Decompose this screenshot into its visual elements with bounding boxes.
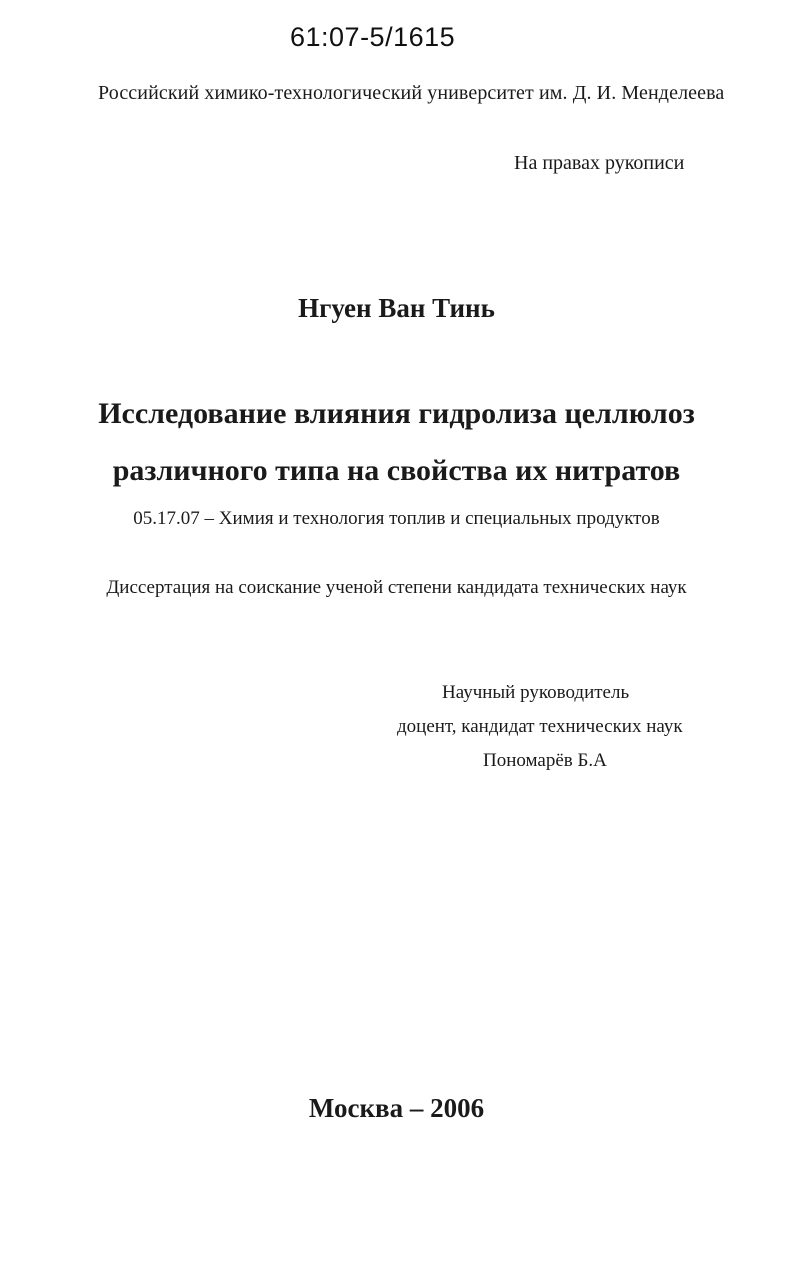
- thesis-title-line-2: различного типа на свойства их нитратов: [112, 454, 681, 487]
- supervisor-name: Пономарёв Б.А: [483, 750, 607, 771]
- city-year: Москва – 2006: [308, 1093, 485, 1123]
- rights-note: На правах рукописи: [514, 152, 685, 174]
- author-name: Нгуен Ван Тинь: [298, 293, 495, 323]
- archive-stamp-code: 61:07-5/1615: [290, 22, 456, 52]
- thesis-title-line-1: Исследование влияния гидролиза целлюлоз: [98, 397, 695, 430]
- specialty-code: 05.17.07 – Химия и технология топлив и специальных продуктов: [133, 508, 660, 529]
- degree-statement: Диссертация на соискание ученой степени кандидата технических наук: [106, 577, 687, 598]
- supervisor-rank: доцент, кандидат технических наук: [397, 716, 683, 737]
- supervisor-heading: Научный руководитель: [442, 682, 630, 703]
- university-name: Российский химико-технологический университет им. Д. И. Менделеева: [98, 82, 725, 104]
